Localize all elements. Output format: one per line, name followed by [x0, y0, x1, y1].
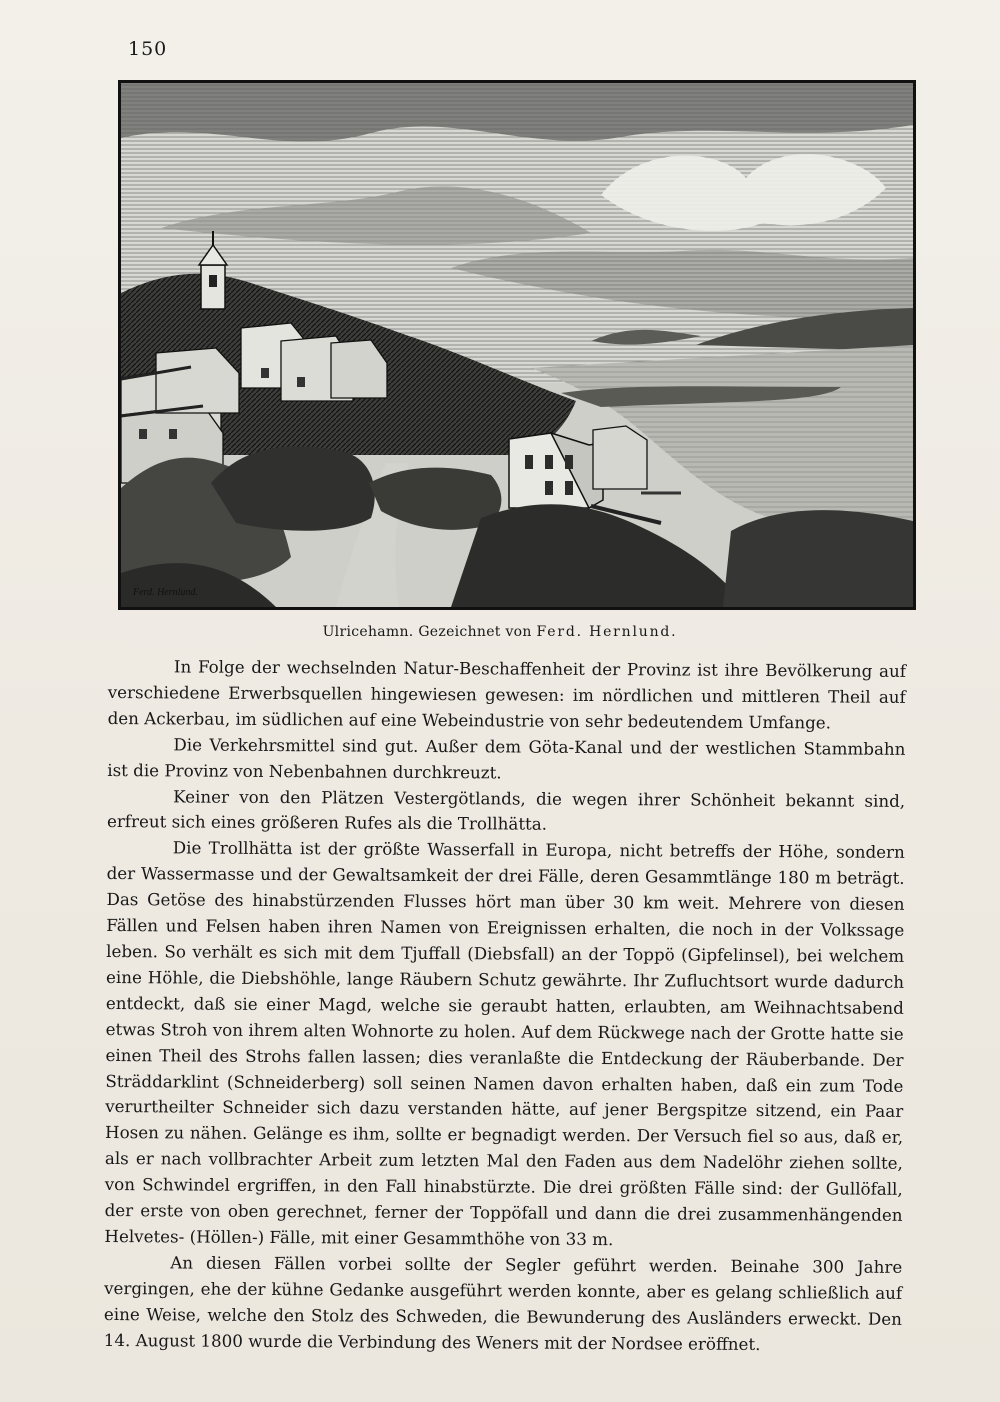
- paragraph: In Folge der wechselnden Natur-Beschaffenheit der Provinz ist ihre Bevölkerung auf verschiedene Erwerbsquellen hingewiesen gewesen: im nördlichen und mittleren Theil auf den Ackerbau, im südlichen auf eine Webeindustrie von sehr bedeutendem Umfange.: [107, 656, 906, 733]
- caption-place: Ulricehamn.: [322, 624, 414, 640]
- engraving-illustration: [118, 80, 916, 610]
- image-caption: [0, 624, 1000, 640]
- paragraph: Keiner von den Plätzen Vestergötlands, die wegen ihrer Schönheit bekannt sind, erfreut sich eines größeren Rufes als die Trollhätta.: [106, 785, 906, 835]
- page-number: 150: [128, 38, 168, 60]
- illustration-signature: Ferd. Hernlund.: [133, 587, 198, 598]
- caption-artist: Ferd. Hernlund.: [536, 624, 678, 640]
- landscape-engraving-icon: [121, 83, 913, 607]
- lakeside-building: [509, 426, 647, 508]
- paragraph: An diesen Fällen vorbei sollte der Segler geführt werden. Beinahe 300 Jahre vergingen, ehe der kühne Gedanke ausgeführt werden konnte, aber es gelang schließlich auf eine Weise, welche den Stolz des Schweden, die Bewunderung des Ausländers erweckt. Den 14. August 1800 wurde die Verbindung des Weners mit der Nordsee eröffnet.: [103, 1252, 903, 1354]
- paragraph: Die Verkehrsmittel sind gut. Außer dem Göta-Kanal und der westlichen Stammbahn ist die Provinz von Nebenbahnen durchkreuzt.: [107, 734, 906, 783]
- paragraph: Die Trollhätta ist der größte Wasserfall in Europa, nicht betreffs der Höhe, sondern der Wassermasse und der Gewaltsamkeit der drei Fälle, deren Gesammtlänge 180 m beträgt. Das Getöse des hinabstürzenden Flusses hört man über 30 km weit. Mehrere von diesen Fällen und Felsen haben ihren Namen von Ereignissen erhalten, die noch in der Volkssage leben. So verhält es sich mit dem Tjuffall (Diebsfall) an der Toppö (Gipfelinsel), bei welchem eine Höhle, die Diebshöhle, lange Räubern Schutz gewährte. Ihr Zufluchtsort wurde dadurch entdeckt, daß sie einer Magd, welche sie geraubt hatten, erlaubten, am Weihnachtsabend etwas Stroh von ihrem alten Wohnorte zu holen. Auf dem Rückwege nach der Grotte hatte sie einen Theil des Strohs fallen lassen; dies veranlaßte die Entdeckung der Räuberbande. Der Sträddarklint (Schneiderberg) soll seinen Namen davon erhalten haben, daß ein zum Tode verurtheilter Schneider sich dazu verstanden hätte, auf jener Bergspitze sitzend, ein Paar Hosen zu nähen. Gelänge es ihm, sollte er begnadigt werden. Der Versuch fiel so aus, daß er, als er nach vollbrachter Arbeit zum letzten Mal den Faden aus dem Nadelöhr ziehen sollte, von Schwindel ergriffen, in den Fall hinabstürzte. Die drei größten Fälle sind: der Gullöfall, der erste von oben gerechnet, ferner der Toppöfall und dann die drei zusammenhängenden Helvetes- (Höllen-) Fälle, mit einer Gesammthöhe von 33 m.: [104, 837, 905, 1250]
- article-body: [104, 654, 906, 1358]
- caption-drawn-by: Gezeichnet von: [418, 624, 532, 640]
